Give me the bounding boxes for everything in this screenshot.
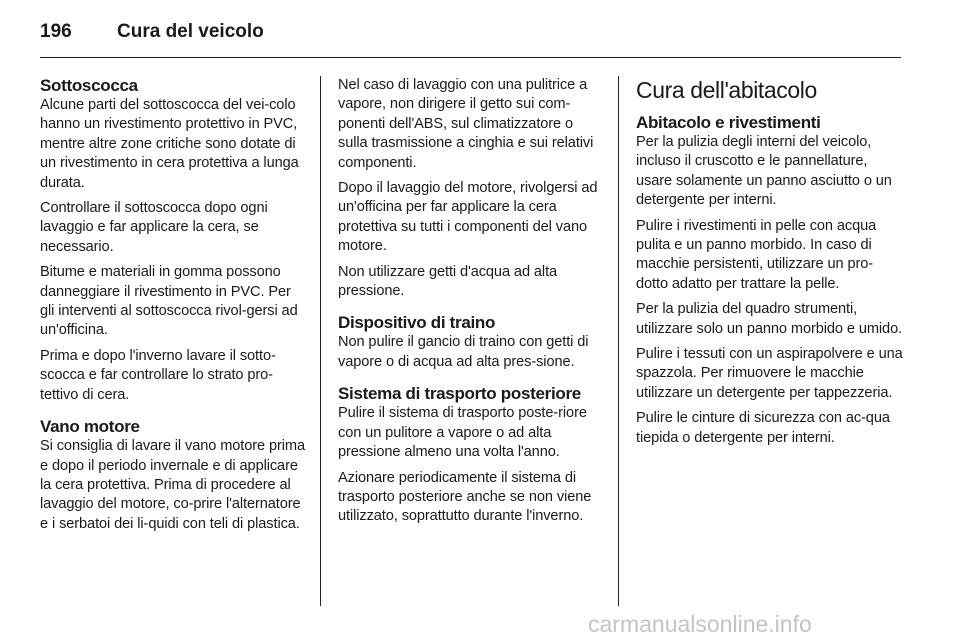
- column-divider: [618, 76, 619, 606]
- section-abitacolo: [636, 113, 904, 448]
- paragraph: Non pulire il gancio di traino con getti di vapore o di acqua ad alta pres-sione.: [338, 334, 589, 370]
- paragraph: Pulire i rivestimenti in pelle con acqua pulita e un panno morbido. In caso di macchie persistenti, utilizzare un pro-dotto adatto per trattare la pelle.: [636, 217, 877, 292]
- section-heading: Vano motore: [40, 417, 140, 437]
- paragraph: Si consiglia di lavare il vano motore prima e dopo il periodo invernale e di applicare la cera protettiva. Prima di procedere al lavaggio del motore, co-prire l'alternatore e i serbatoi dei li-quidi con teli di plastica.: [40, 438, 305, 532]
- section-heading: Dispositivo di traino: [338, 313, 496, 333]
- section-sistema-trasporto: [338, 384, 606, 526]
- paragraph: Alcune parti del sottoscocca del vei-colo hanno un rivestimento protettivo in PVC, mentre altre zone critiche sono dotate di un rivestimento in cera protettiva a lunga durata.: [40, 97, 299, 191]
- paragraph: Per la pulizia degli interni del veicolo, incluso il cruscotto e le pannellature, usare solamente un panno asciutto o un detergente per interni.: [636, 134, 892, 209]
- chapter-title: Cura dell'abitacolo: [636, 77, 817, 103]
- section-heading: Sistema di trasporto posteriore: [338, 384, 581, 404]
- page-number: 196: [40, 21, 72, 42]
- section-sottoscocca: [40, 76, 308, 405]
- paragraph: Dopo il lavaggio del motore, rivolgersi ad un'officina per far applicare la cera protettiva su tutti i componenti del vano motore.: [338, 180, 598, 255]
- header-rule: [40, 57, 901, 58]
- section-dispositivo-traino: [338, 313, 606, 372]
- column-2: [338, 76, 606, 539]
- watermark: carmanualsonline.info: [588, 611, 812, 637]
- paragraph: Bitume e materiali in gomma possono danneggiare il rivestimento in PVC. Per gli interventi al sottoscocca rivol-gersi ad un'officina.: [40, 264, 298, 339]
- section-heading: Sottoscocca: [40, 76, 138, 95]
- paragraph: Controllare il sottoscocca dopo ogni lavaggio e far applicare la cera, se necessario.: [40, 200, 268, 255]
- paragraph: Prima e dopo l'inverno lavare il sotto-scocca e far controllare lo strato pro-tettivo di cera.: [40, 347, 276, 403]
- page-title: Cura del veicolo: [117, 21, 264, 42]
- section-vano-motore: [40, 417, 308, 534]
- section-vano-motore-cont: [338, 76, 606, 301]
- paragraph: Nel caso di lavaggio con una pulitrice a vapore, non dirigere il getto sui com-ponenti dell'ABS, sul climatizzatore o sulla trasmissione a cinghia e sui relativi componenti.: [338, 77, 594, 171]
- paragraph: Per la pulizia del quadro strumenti, utilizzare solo un panno morbido e umido.: [636, 301, 903, 337]
- paragraph: Pulire i tessuti con un aspirapolvere e una spazzola. Per rimuovere le macchie utilizzare un detergente per tappezzeria.: [636, 346, 903, 401]
- paragraph: Azionare periodicamente il sistema di trasporto posteriore anche se non viene utilizzato, soprattutto durante l'inverno.: [338, 469, 592, 525]
- paragraph: Non utilizzare getti d'acqua ad alta pressione.: [338, 263, 558, 300]
- column-divider: [320, 76, 321, 606]
- column-3: [636, 76, 904, 460]
- section-heading: Abitacolo e rivestimenti: [636, 113, 821, 132]
- page-header: [40, 18, 912, 46]
- paragraph: Pulire il sistema di trasporto poste-riore con un pulitore a vapore o ad alta pressione almeno una volta l'anno.: [338, 405, 587, 461]
- paragraph: Pulire le cinture di sicurezza con ac-qua tiepida o detergente per interni.: [636, 410, 890, 446]
- column-1: [40, 76, 308, 546]
